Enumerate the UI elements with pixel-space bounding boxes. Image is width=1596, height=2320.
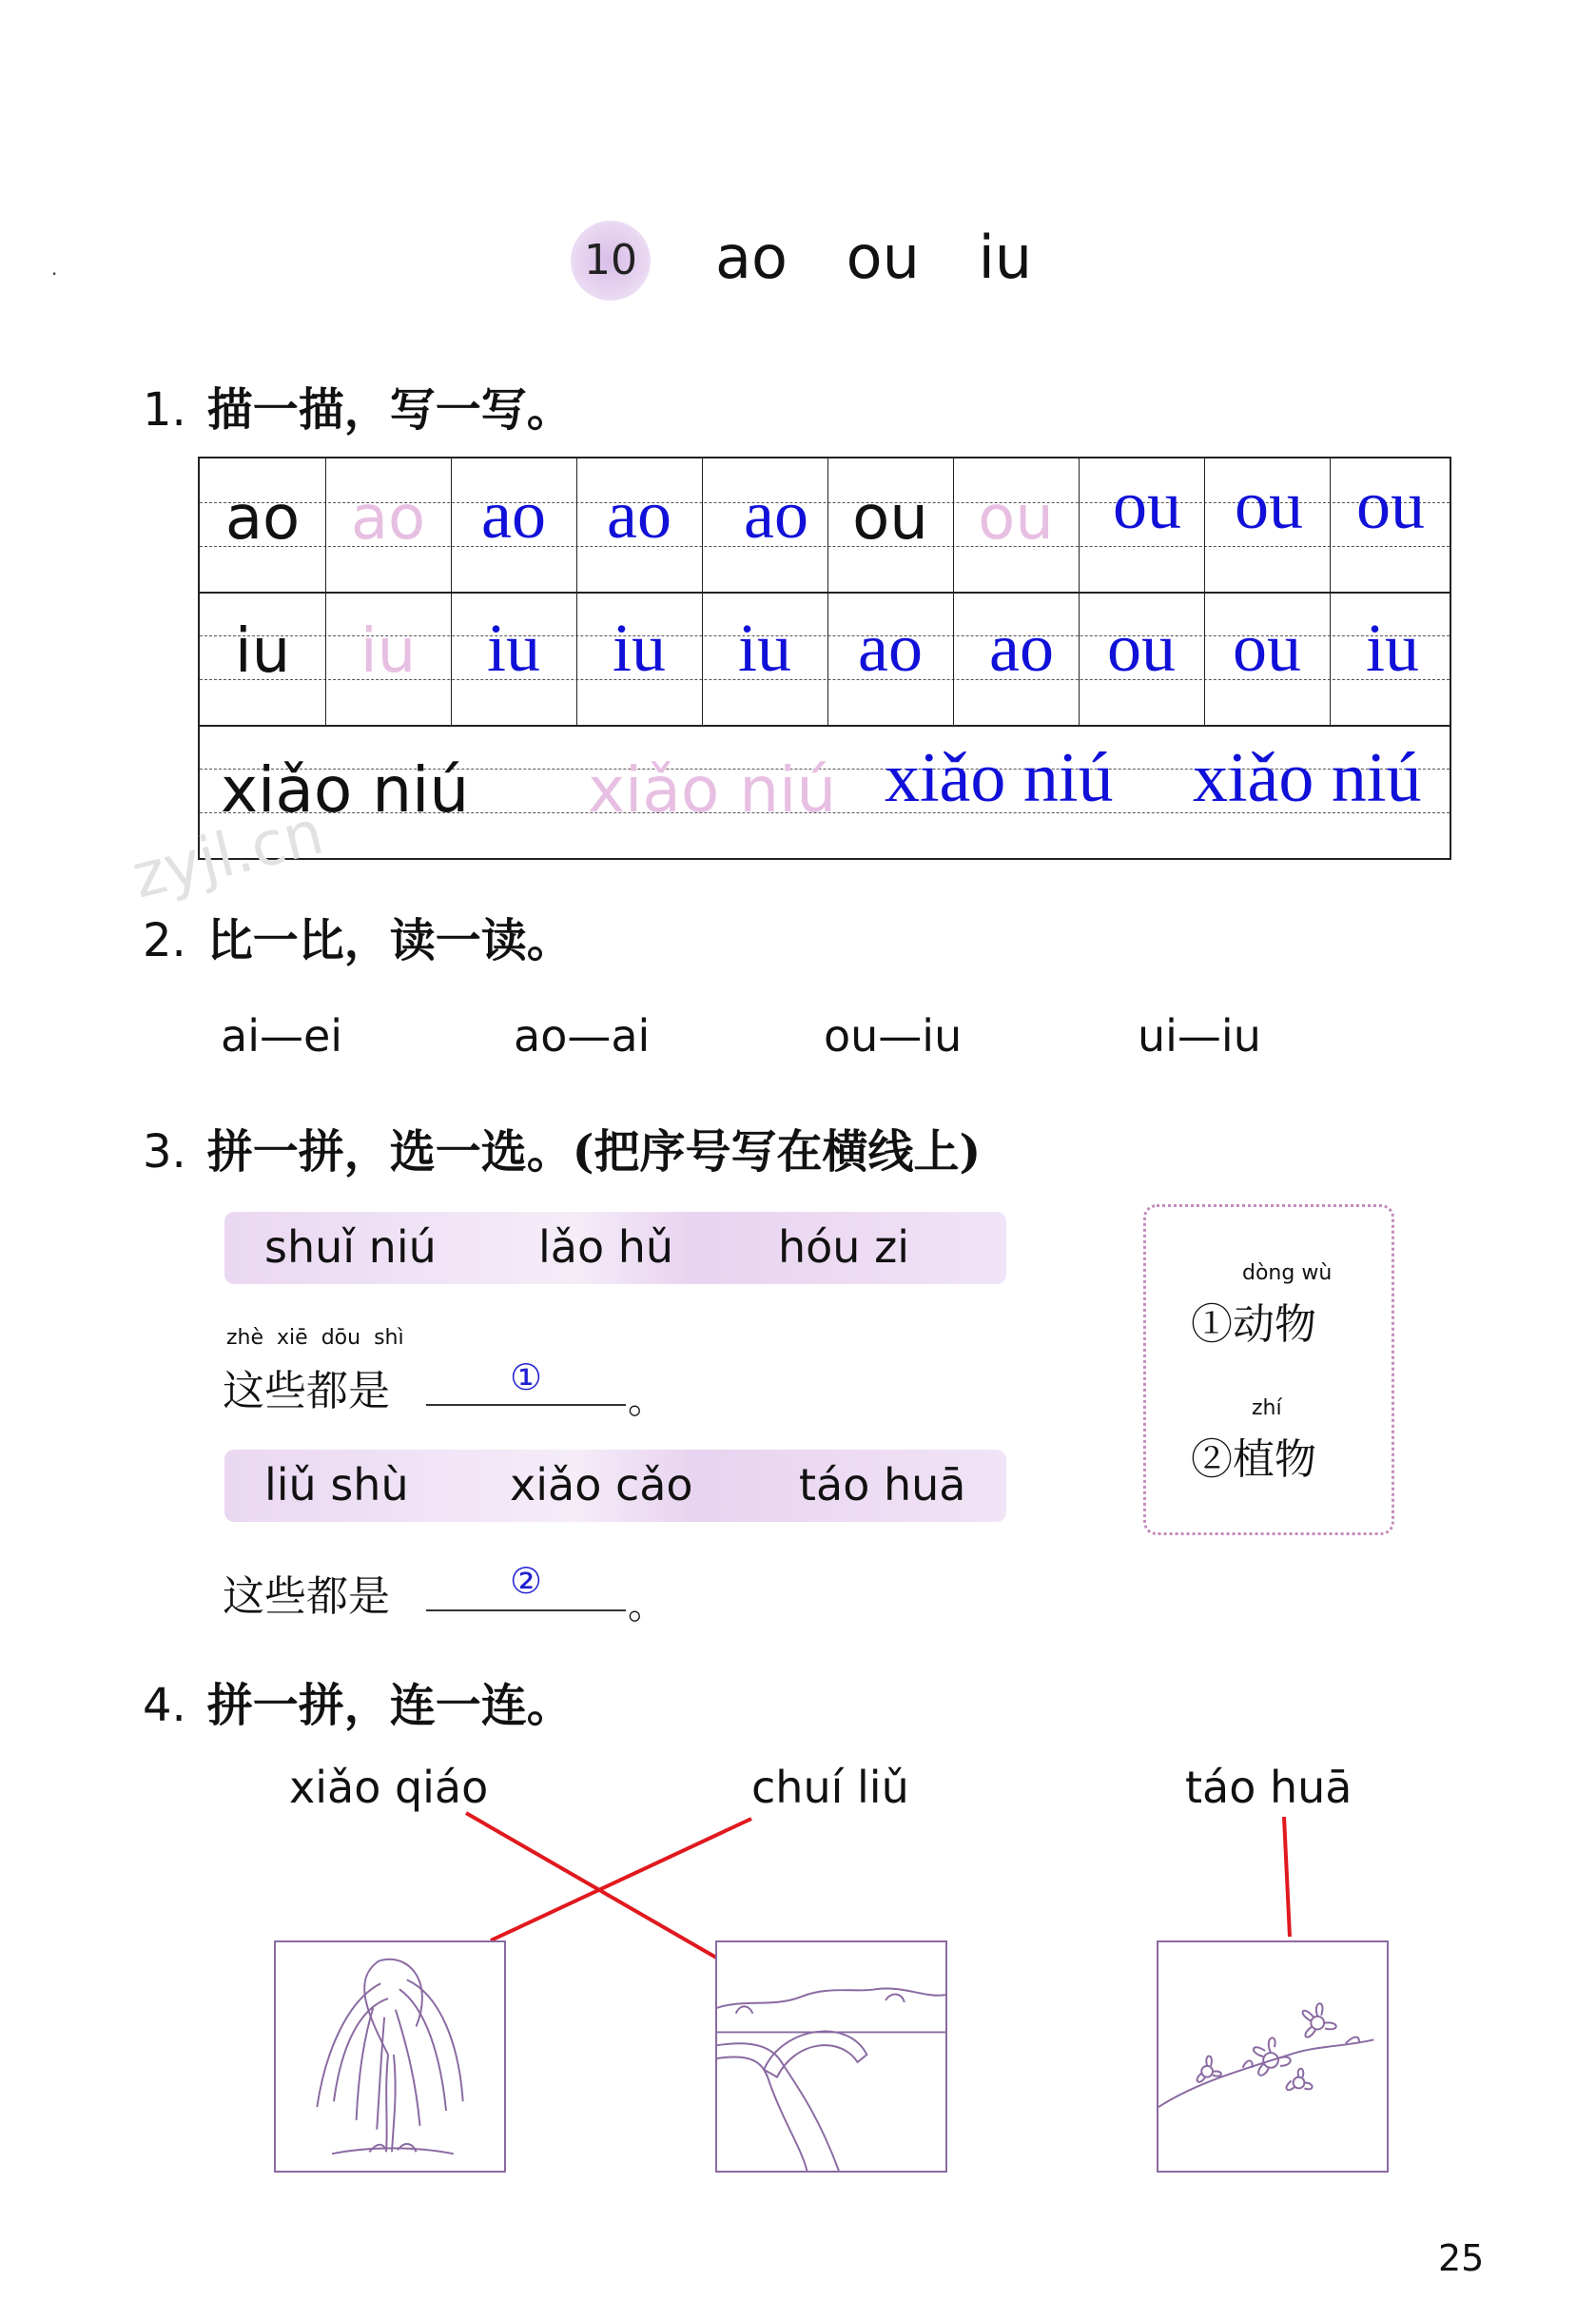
trace-ao: ao <box>350 483 426 554</box>
lesson-number: 10 <box>584 236 637 284</box>
period: 。 <box>628 1584 666 1628</box>
lesson-title: ao ou iu <box>715 223 1033 292</box>
model-ao: ao <box>224 483 301 554</box>
model-iu: iu <box>234 616 291 687</box>
section-3-title: 拼一拼，选一选。(把序号写在横线上) <box>206 1125 982 1179</box>
watermark: zyjl.cn <box>126 797 331 913</box>
label-xiao-qiao: xiǎo qiáo <box>289 1762 489 1813</box>
answer-cell[interactable]: ao <box>744 477 808 553</box>
model-ou: ou <box>852 483 928 554</box>
word-item: xiǎo cǎo <box>510 1459 693 1511</box>
answer-cell[interactable]: ou <box>1356 467 1425 543</box>
word-item: shuǐ niú <box>264 1221 437 1273</box>
option-item: ①动物 <box>1191 1300 1316 1349</box>
answer-cell[interactable]: iu <box>1365 610 1419 686</box>
option-item: ②植物 <box>1191 1435 1316 1484</box>
section-1-number: 1. <box>143 383 186 437</box>
word-item: táo huā <box>799 1459 966 1511</box>
section-3-number: 3. <box>143 1125 186 1179</box>
prompt-text-1: 这些都是 <box>223 1367 390 1415</box>
answer-cell[interactable]: ao <box>607 477 671 553</box>
small-bridge-icon[interactable] <box>715 1940 947 2173</box>
answer-cell[interactable]: iu <box>486 610 540 686</box>
answer-value-1: ① <box>509 1356 543 1398</box>
answer-cell[interactable]: xiǎo niú <box>1193 739 1422 817</box>
willow-tree-icon[interactable] <box>274 1940 506 2173</box>
peach-blossom-icon[interactable] <box>1157 1940 1389 2173</box>
section-2-title: 比一比，读一读。 <box>206 914 573 967</box>
period: 。 <box>628 1378 666 1422</box>
model-xiao-niu: xiǎo niú <box>221 753 470 827</box>
compare-pair: ao—ai <box>514 1010 651 1062</box>
answer-cell[interactable]: ou <box>1235 467 1303 543</box>
prompt-pinyin: zhè xiē dōu shì <box>226 1326 404 1350</box>
trace-iu: iu <box>360 616 417 687</box>
section-2-number: 2. <box>143 914 186 967</box>
option-pinyin: zhí <box>1252 1396 1282 1420</box>
prompt-text-2: 这些都是 <box>223 1572 390 1621</box>
answer-cell[interactable]: ao <box>989 610 1054 686</box>
word-item: lǎo hǔ <box>538 1221 674 1273</box>
word-item: hóu zi <box>778 1221 909 1273</box>
compare-pair: ai—ei <box>221 1010 343 1062</box>
answer-cell[interactable]: ou <box>1233 610 1301 686</box>
compare-pair: ou—iu <box>824 1010 963 1062</box>
section-1-title: 描一描，写一写。 <box>206 383 573 437</box>
compare-pair: ui—iu <box>1138 1010 1261 1062</box>
section-4-title: 拼一拼，连一连。 <box>206 1679 573 1732</box>
answer-value-2: ② <box>509 1560 543 1602</box>
page-number: 25 <box>1438 2237 1485 2279</box>
stray-mark: · <box>51 263 58 285</box>
label-chui-liu: chuí liǔ <box>751 1762 909 1813</box>
label-tao-hua: táo huā <box>1185 1762 1353 1813</box>
option-pinyin: dòng wù <box>1242 1261 1333 1285</box>
trace-xiao-niu: xiǎo niú <box>588 753 837 827</box>
answer-cell[interactable]: xiǎo niú <box>885 739 1114 817</box>
answer-cell[interactable]: ao <box>481 477 546 553</box>
word-item: liǔ shù <box>264 1459 409 1511</box>
answer-cell[interactable]: iu <box>737 610 791 686</box>
answer-cell[interactable]: ou <box>1107 610 1176 686</box>
answer-cell[interactable]: ou <box>1113 467 1181 543</box>
section-4-number: 4. <box>143 1679 186 1732</box>
answer-cell[interactable]: ao <box>858 610 923 686</box>
answer-cell[interactable]: iu <box>612 610 666 686</box>
trace-ou: ou <box>978 483 1054 554</box>
connector-line <box>1284 1817 1290 1937</box>
connector-line <box>491 1819 751 1940</box>
connector-line <box>466 1813 723 1961</box>
